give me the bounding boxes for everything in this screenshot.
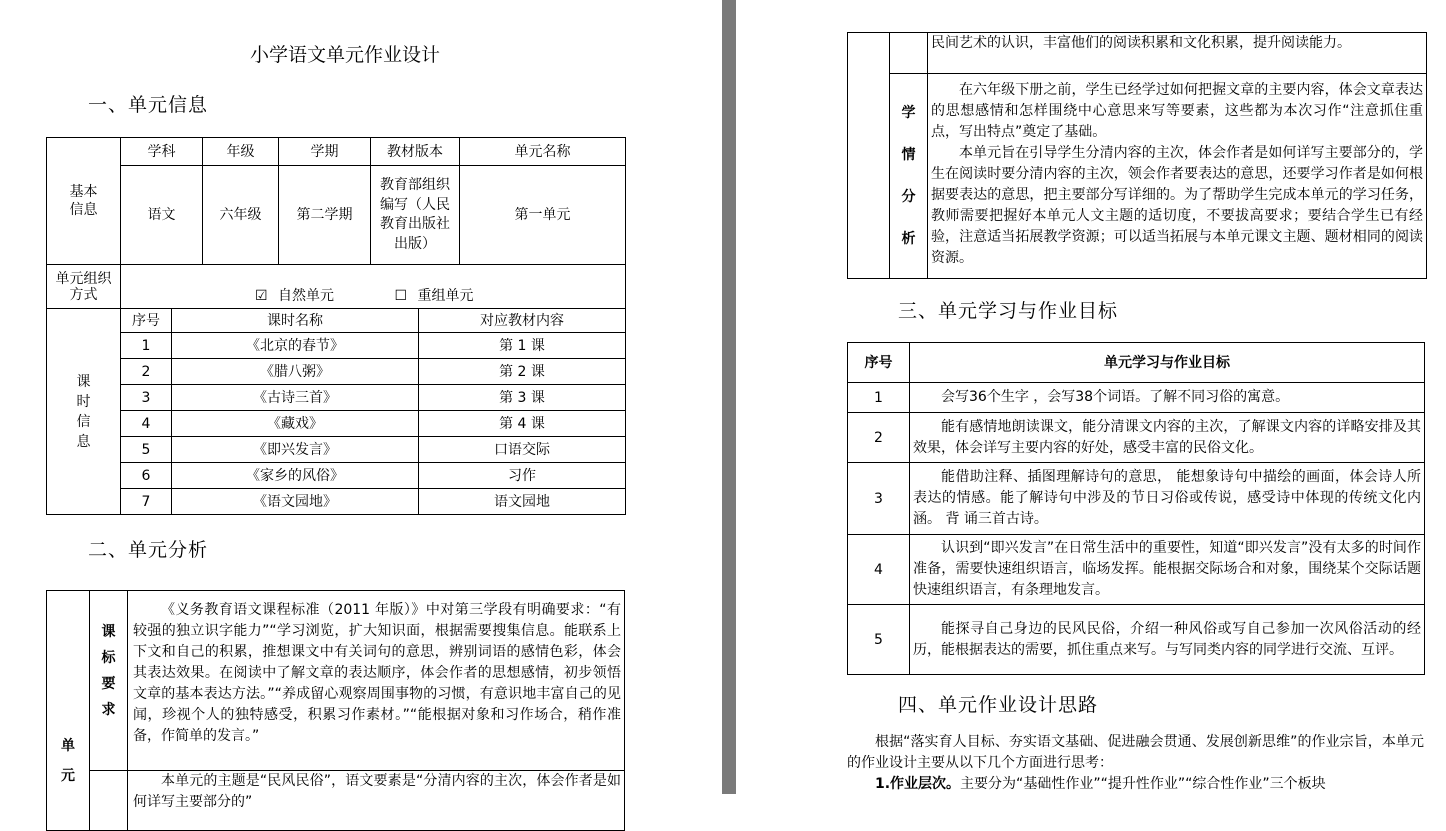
value-unit-name: 第一单元 (460, 166, 626, 265)
section-heading-unit-analysis: 二、单元分析 (88, 539, 209, 561)
lesson-row: 5 《即兴发言》 口语交际 (47, 437, 626, 463)
document-title: 小学语文单元作业设计 (249, 44, 440, 66)
document-page-right (736, 0, 1446, 794)
section-heading-design-thinking: 四、单元作业设计思路 (898, 694, 1099, 716)
lesson-header-num: 序号 (121, 309, 172, 333)
value-textbook: 教育部组织编写（人民教育出版社出版） (371, 166, 460, 265)
value-term: 第二学期 (279, 166, 371, 265)
design-point-1: 1.作业层次。主要分为“基础性作业”“提升性作业”“综合性作业”三个板块 (875, 776, 1326, 792)
goal-row: 1 会写36个生字 ，会写38个词语。了解不同习俗的寓意。 (848, 383, 1425, 413)
goal-row: 4 认识到“即兴发言”在日常生活中的重要性，知道“即兴发言”没有太多的时间作准备，需要快速组织语言，临场发挥。能根据交际场合和对象，围绕某个交际话题快速组织语言，有条理地发言。 (848, 535, 1425, 605)
basic-info-label: 基本信息 (47, 138, 121, 265)
situation-text-cell: 在六年级下册之前，学生已经学过如何把握文章的主要内容，体会文章表达的思想感情和怎样围绕中心意思来写等要素，这些都为本次习作“注意抓住重点，写出特点”奠定了基础。 本单元旨在引导学生分清内容的主次，体会作者是如何详写主要部分的，学生在阅读时要分清内容的主次，领会作者要表达的意思，还要学习作者是如何根据要表达的意思，把主要部分写详细的。为了帮助学生完成本单元的学习任务，教师需要把握好本单元人文主题的适切度，不要拔高要求；要结合学生已有经验，注意适当拓展教学资源；可以适当拓展与本单元课文主题、题材相同的阅读资源。 (928, 74, 1427, 279)
org-method-label: 单元组织方式 (47, 265, 121, 309)
lesson-row: 6 《家乡的风俗》 习作 (47, 463, 626, 489)
content-label-cell (90, 771, 128, 831)
design-intro-paragraph: 根据“落实育人目标、夯实语文基础、促进融会贯通、发展创新思维”的作业宗旨，本单元的作业设计主要从以下几个方面进行思考： (847, 734, 1424, 771)
lesson-row: 3 《古诗三首》 第 3 课 (47, 385, 626, 411)
goals-header-num: 序号 (848, 343, 910, 383)
lesson-row: 1 《北京的春节》 第 1 课 (47, 333, 626, 359)
standard-label-cell: 课 标 要 求 (90, 591, 128, 771)
content-text-cont: 民间艺术的认识，丰富他们的阅读积累和文化积累，提升阅读能力。 (928, 33, 1427, 74)
header-term: 学期 (279, 138, 371, 166)
document-page-left (0, 0, 722, 810)
lesson-row: 4 《藏戏》 第 4 课 (47, 411, 626, 437)
goals-table (847, 342, 1425, 675)
header-textbook: 教材版本 (371, 138, 460, 166)
unit-label-cell-cont (848, 33, 890, 279)
header-unit-name: 单元名称 (460, 138, 626, 166)
content-label-cell-cont (890, 33, 928, 74)
section-heading-unit-info: 一、单元信息 (88, 94, 209, 116)
goal-row: 2 能有感情地朗读课文，能分清课文内容的主次，了解课文内容的详略安排及其效果，体会详写主要内容的好处，感受丰富的民俗文化。 (848, 413, 1425, 463)
analysis-table-right (847, 32, 1427, 279)
situation-label-cell: 学 情 分 析 (890, 74, 928, 279)
unit-label-cell: 单 元 (47, 591, 90, 831)
lesson-header-name: 课时名称 (172, 309, 419, 333)
unchecked-box-icon[interactable]: ☐ (394, 287, 408, 304)
value-subject: 语文 (121, 166, 203, 265)
unit-info-table (46, 137, 626, 309)
content-text-cell: 本单元的主题是“民风民俗”，语文要素是“分清内容的主次，体会作者是如何详写主要部分的” (128, 771, 625, 831)
lesson-row: 7 《语文园地》 语文园地 (47, 489, 626, 515)
standard-text-cell: 《义务教育语文课程标准（2011 年版）》中对第三学段有明确要求：“有较强的独立识字能力”“学习浏览，扩大知识面，根据需要搜集信息。能联系上下文和自己的积累，推想课文中有关词句的意思，辨别词语的感情色彩，体会其表达效果。在阅读中了解文章的表达顺序，体会作者的思想感情，初步领悟文章的基本表达方法。”“养成留心观察周围事物的习惯，有意识地丰富自己的见闻，珍视个人的独特感受，积累习作素材。”“能根据对象和习作场合，稍作准备，作简单的发言。” (128, 591, 625, 771)
header-grade: 年级 (203, 138, 279, 166)
lesson-info-table (46, 308, 626, 515)
lesson-header-content: 对应教材内容 (419, 309, 626, 333)
checked-box-icon[interactable]: ☑ (255, 287, 268, 304)
org-natural-label: 自然单元 (278, 287, 335, 304)
lesson-row: 2 《腊八粥》 第 2 课 (47, 359, 626, 385)
org-regroup-label: 重组单元 (417, 287, 474, 304)
section-heading-goals: 三、单元学习与作业目标 (898, 300, 1119, 322)
lesson-info-label: 课 时 信 息 (47, 309, 121, 515)
value-grade: 六年级 (203, 166, 279, 265)
goals-header-text: 单元学习与作业目标 (910, 343, 1425, 383)
goal-row: 3 能借助注释、插图理解诗句的意思， 能想象诗句中描绘的画面，体会诗人所表达的情感。能了解诗句中涉及的节日习俗或传说，感受诗中体现的传统文化内涵。 背 诵三首古诗。 (848, 463, 1425, 535)
analysis-table-left (46, 590, 625, 831)
page-gap (722, 0, 736, 794)
header-subject: 学科 (121, 138, 203, 166)
org-method-options (121, 265, 626, 309)
goal-row: 5 能探寻自己身边的民风民俗，介绍一种风俗或写自己参加一次风俗活动的经历，能根据表达的需要，抓住重点来写。与写同类内容的同学进行交流、互评。 (848, 605, 1425, 675)
